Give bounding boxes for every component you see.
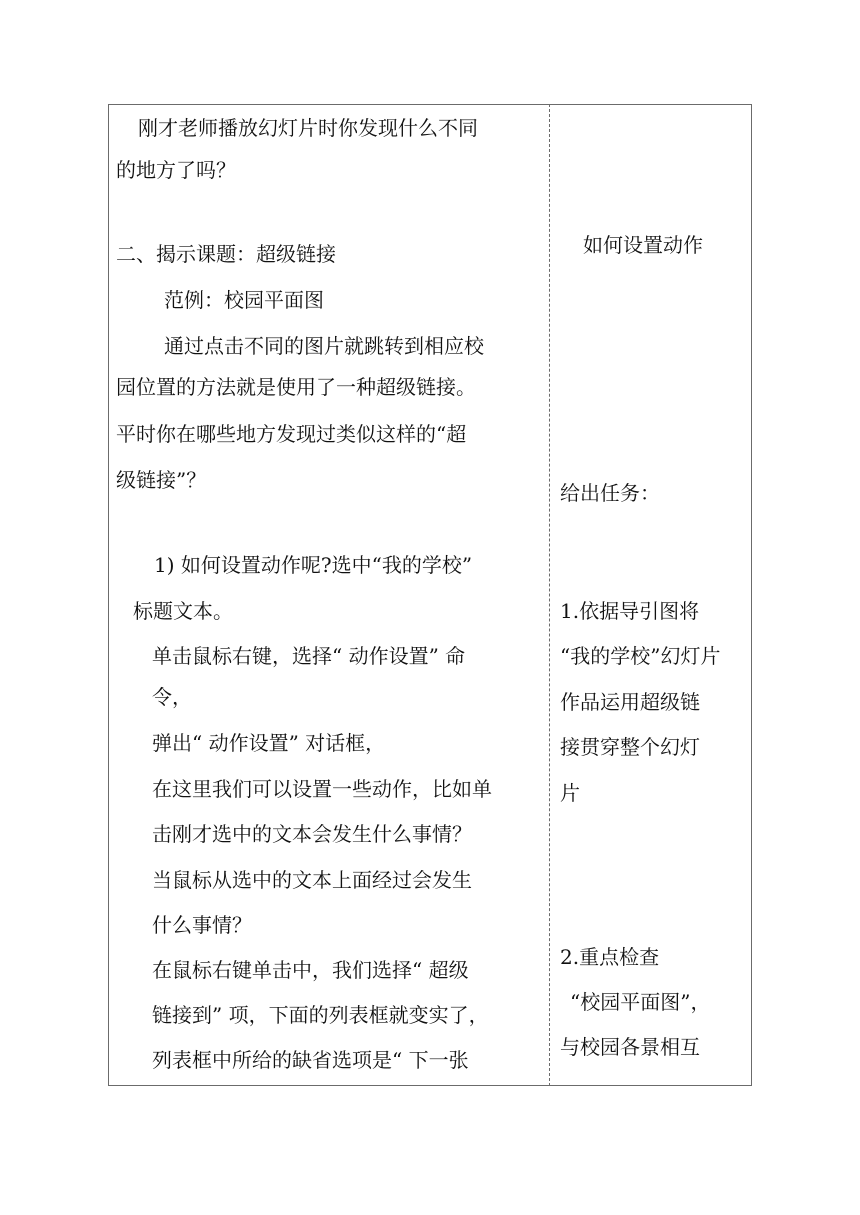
left-line-7: 平时你在哪些地方发现过类似这样的“超 xyxy=(116,422,467,446)
task-1-line-4: 接贯穿整个幻灯 xyxy=(560,735,700,759)
left-line-15: 击刚才选中的文本会发生什么事情？ xyxy=(152,822,472,846)
left-line-6: 园位置的方法就是使用了一种超级链接。 xyxy=(116,375,476,399)
task-2-line-1: 2.重点检查 xyxy=(560,945,660,969)
left-line-14: 在这里我们可以设置一些动作，比如单 xyxy=(152,777,492,801)
step-1-line: 1) 如何设置动作呢?选中“我的学校” xyxy=(154,553,473,577)
left-line-17: 什么事情？ xyxy=(152,913,252,937)
task-2-line-2: “校园平面图”， xyxy=(570,990,711,1014)
task-1-line-5: 片 xyxy=(560,781,580,805)
left-line-2: 的地方了吗？ xyxy=(116,158,236,182)
task-2-line-3: 与校园各景相互 xyxy=(560,1035,700,1059)
left-line-18: 在鼠标右键单击中，我们选择“ 超级 xyxy=(152,958,469,982)
right-line-1: 如何设置动作 xyxy=(583,233,703,257)
left-line-5: 通过点击不同的图片就跳转到相应校 xyxy=(164,334,484,358)
column-divider xyxy=(549,104,550,1086)
left-line-8: 级链接”？ xyxy=(116,468,207,492)
left-line-1: 刚才老师播放幻灯片时你发现什么不同 xyxy=(138,116,478,140)
task-1-line-2: “我的学校”幻灯片 xyxy=(560,644,721,668)
left-line-11: 单击鼠标右键，选择“ 动作设置” 命 xyxy=(152,644,466,668)
left-line-20: 列表框中所给的缺省选项是“ 下一张 xyxy=(152,1048,469,1072)
section-heading: 二、揭示课题：超级链接 xyxy=(116,242,336,266)
task-1-line-1: 1.依据导引图将 xyxy=(560,599,700,623)
left-line-13: 弹出“ 动作设置” 对话框， xyxy=(152,731,386,755)
left-line-16: 当鼠标从选中的文本上面经过会发生 xyxy=(152,868,472,892)
left-line-10: 标题文本。 xyxy=(133,599,233,623)
right-line-task: 给出任务： xyxy=(560,481,660,505)
left-line-example: 范例：校园平面图 xyxy=(164,288,324,312)
task-1-line-3: 作品运用超级链 xyxy=(560,690,700,714)
left-line-19: 链接到” 项，下面的列表框就变实了， xyxy=(152,1003,489,1027)
left-line-12: 令， xyxy=(152,685,192,709)
